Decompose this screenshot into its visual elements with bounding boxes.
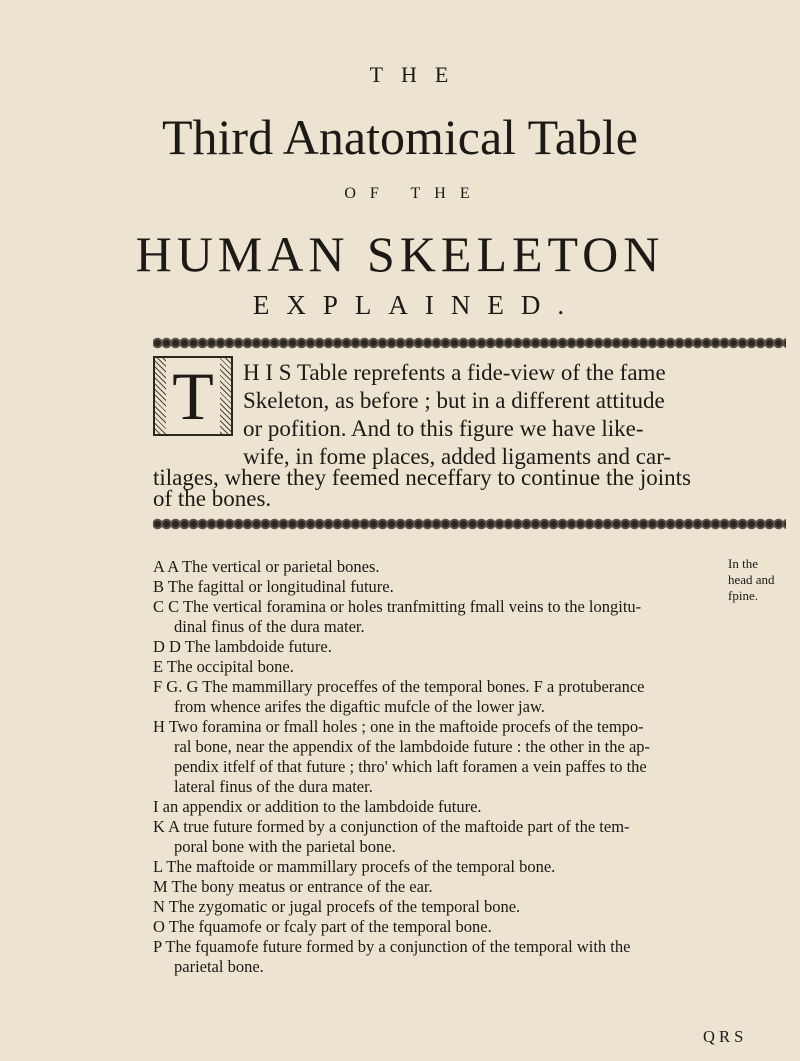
intro-line-3: or pofition. And to this figure we have like- [243,416,644,441]
entry-o: O The fquamofe or fcaly part of the temporal bone. [153,917,492,936]
ornament-rule-top [153,336,786,350]
entry-b: B The fagittal or longitudinal future. [153,577,394,596]
entry-k: K A true future formed by a conjunction of the maftoide part of the tem- [153,817,630,836]
entry-l: L The maftoide or mammillary procefs of the temporal bone. [153,857,556,876]
intro-line-2: Skeleton, as before ; but in a different attitude [243,388,665,413]
entry-aa: A A The vertical or parietal bones. [153,557,380,576]
entry-h-cont: ral bone, near the appendix of the lambdoide future : the other in the ap- [174,737,651,756]
entry-h: H Two foramina or fmall holes ; one in the maftoide procefs of the tempo- [153,717,644,736]
page-title: Third Anatomical Table [161,109,638,165]
margin-note-line-1: In the [728,556,758,571]
entry-m: M The bony meatus or entrance of the ear. [153,877,433,896]
intro-line-1: H I S Table reprefents a fide-view of the fame [243,360,666,385]
entry-p: P The fquamofe future formed by a conjunction of the temporal with the [153,937,631,956]
entry-cc-cont: dinal finus of the dura mater. [174,617,365,636]
entry-e: E The occipital bone. [153,657,294,676]
entry-n: N The zygomatic or jugal procefs of the temporal bone. [153,897,521,916]
header-the: THE [369,62,467,87]
entry-fg: F G. G The mammillary proceffes of the temporal bones. F a protuberance [153,677,645,696]
entry-h-cont-3: lateral finus of the dura mater. [174,777,373,796]
entry-h-cont-2: pendix itfelf of that future ; thro' which laft foramen a vein paffes to the [174,757,647,776]
intro-line-5: tilages, where they feemed neceffary to continue the joints [153,465,691,490]
header-subject: HUMAN SKELETON [135,226,665,282]
header-of-the: OF THE [344,185,484,202]
entry-fg-cont: from whence arifes the digaftic mufcle of the lower jaw. [174,697,545,716]
entry-cc: C C The vertical foramina or holes tranfmitting fmall veins to the longitu- [153,597,642,616]
entry-i: I an appendix or addition to the lambdoide future. [153,797,482,816]
ornament-rule-bottom [153,517,786,531]
margin-note-line-3: fpine. [728,588,758,603]
intro-line-6: of the bones. [153,486,272,511]
catchword: Q R S [703,1027,744,1046]
entry-k-cont: poral bone with the parietal bone. [174,837,396,856]
header-explained: EXPLAINED. [252,290,582,320]
entry-dd: D D The lambdoide future. [153,637,332,656]
intro-line-4: wife, in fome places, added ligaments and car- [243,444,672,469]
margin-note-line-2: head and [728,572,775,587]
entry-p-cont: parietal bone. [174,957,264,976]
drop-cap-initial: T [153,356,233,436]
